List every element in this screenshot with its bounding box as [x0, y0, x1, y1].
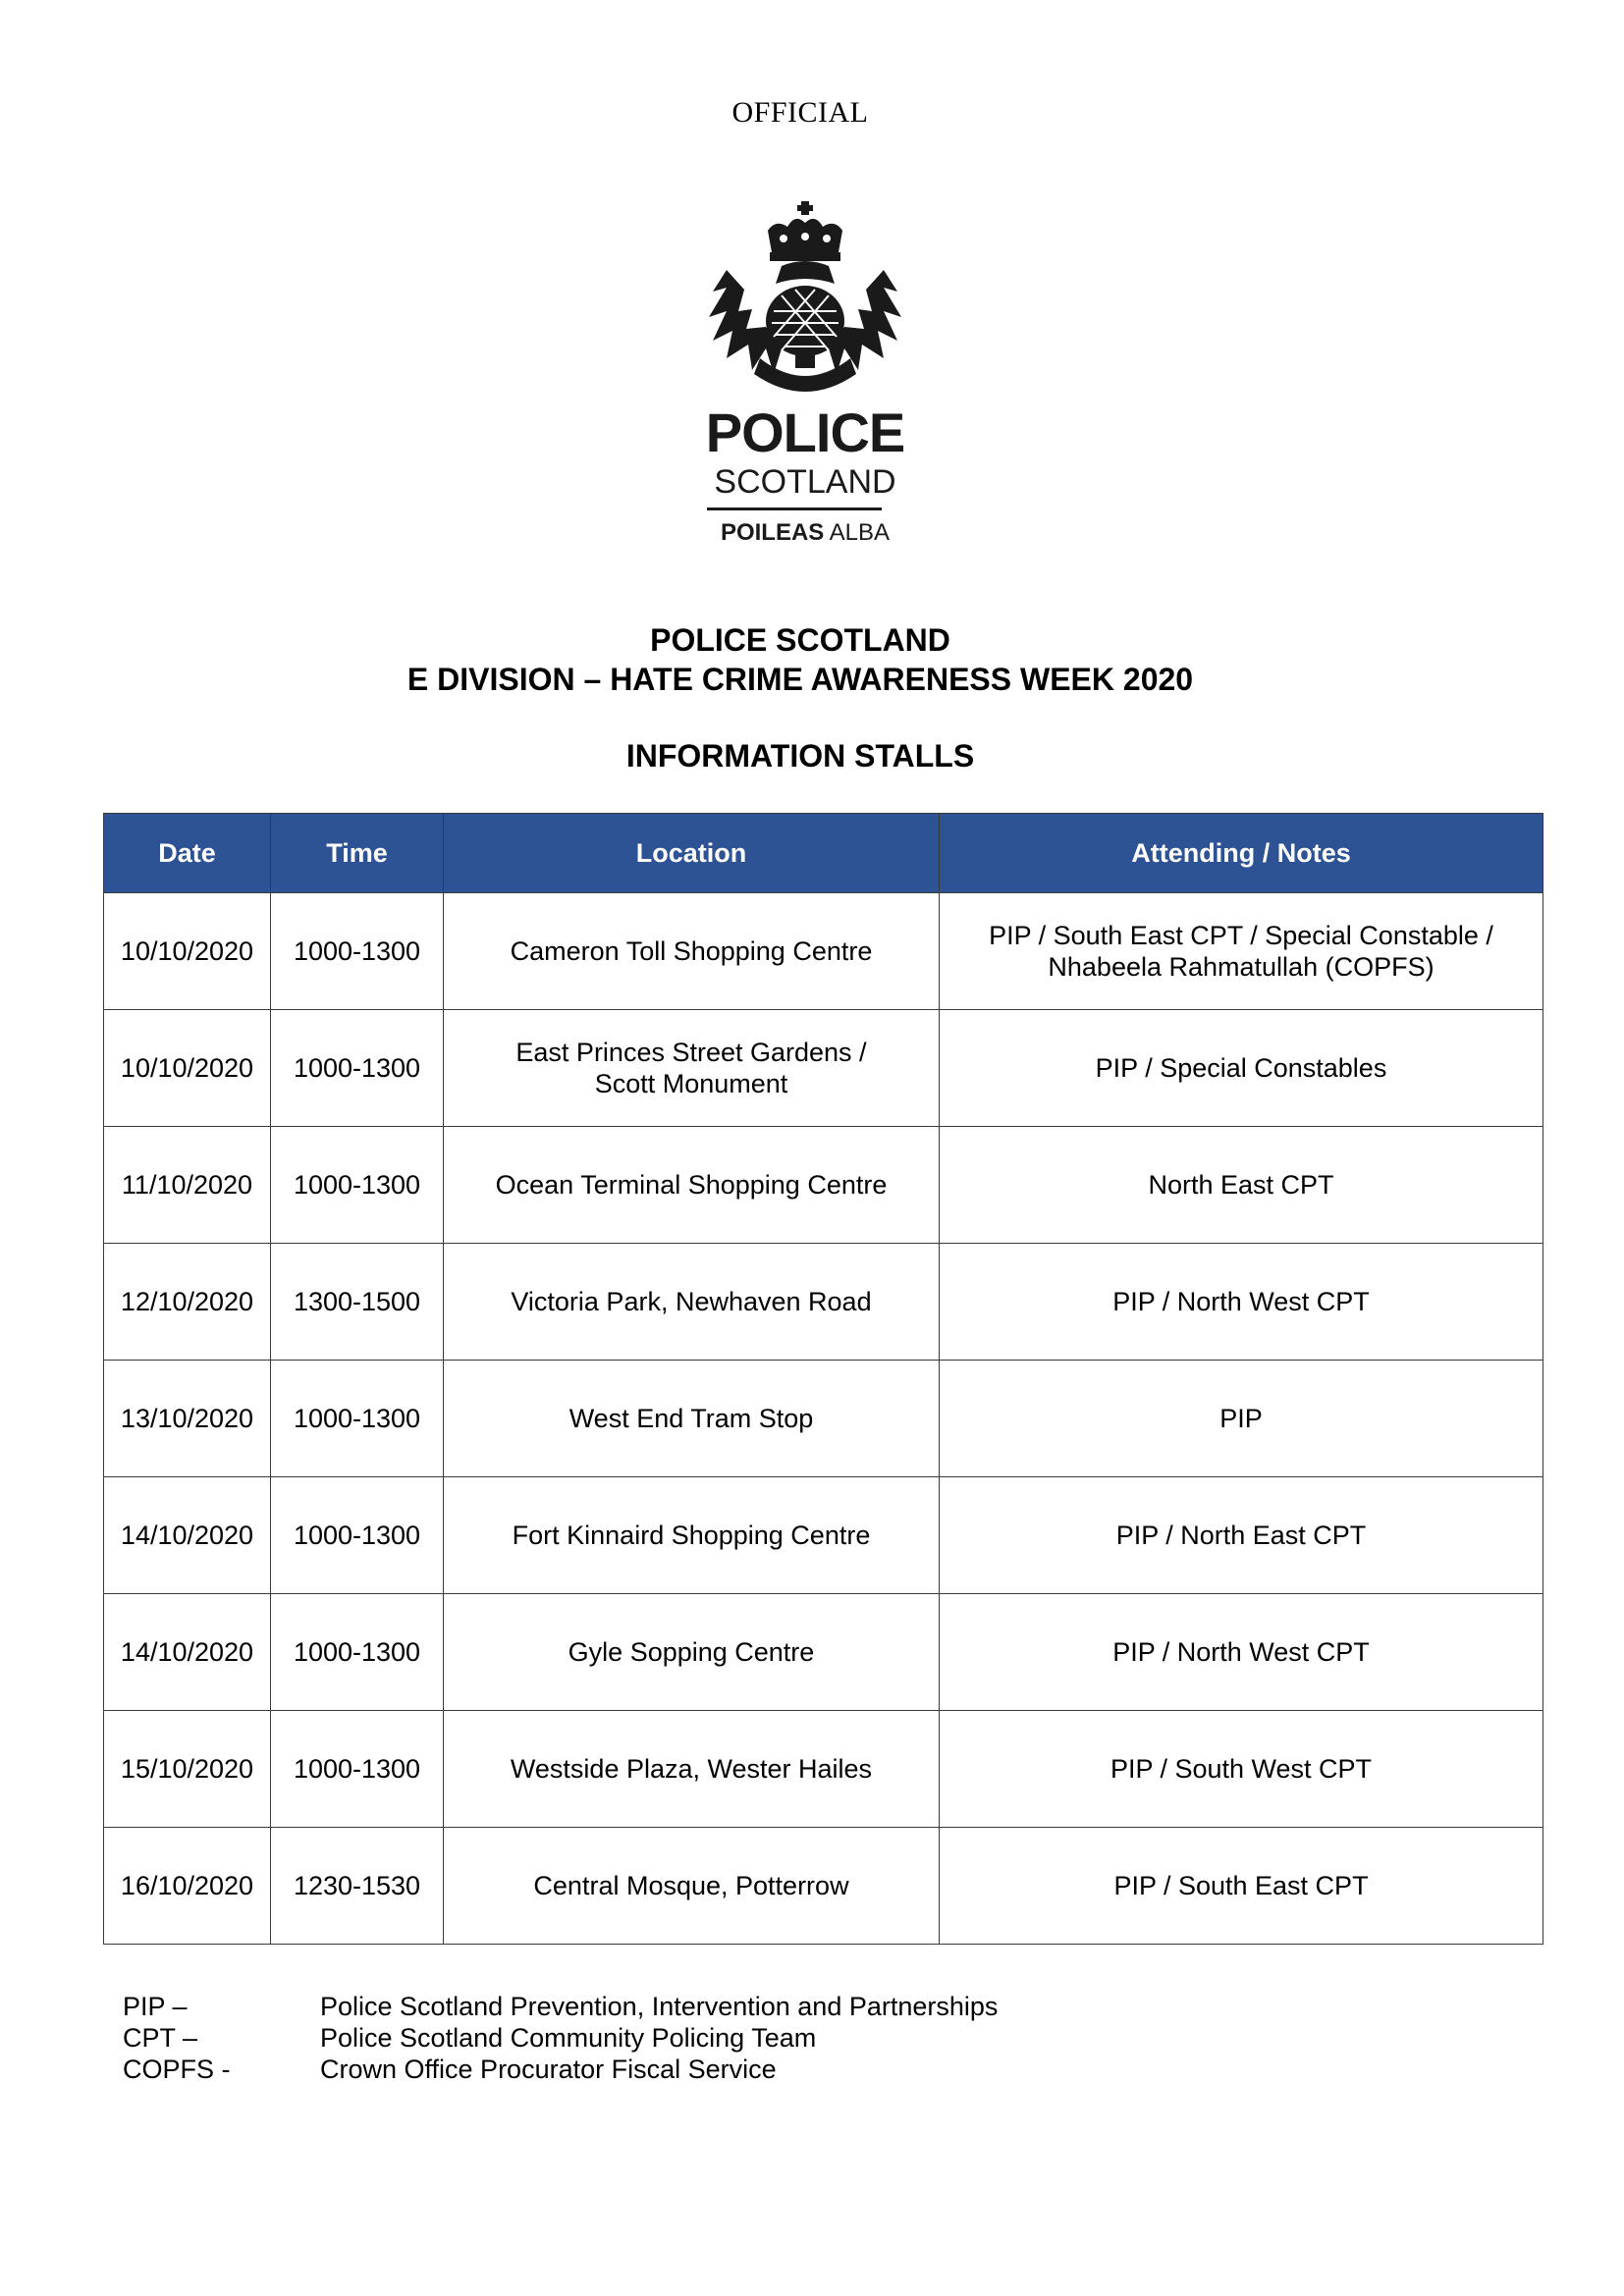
cell-location: East Princes Street Gardens / Scott Monument: [444, 1010, 940, 1127]
table-row: [104, 893, 1543, 1010]
cell-time: 1000-1300: [271, 1711, 444, 1828]
cell-attending: PIP / North West CPT: [940, 1594, 1543, 1711]
cell-location: West End Tram Stop: [444, 1361, 940, 1477]
cell-time: 1000-1300: [271, 1010, 444, 1127]
logo-gaelic-text: POILEAS ALBA: [720, 519, 891, 546]
cell-location: Central Mosque, Potterrow: [444, 1828, 940, 1945]
cell-location: Cameron Toll Shopping Centre: [444, 893, 940, 1010]
cell-date: 15/10/2020: [104, 1711, 271, 1828]
legend-item: [123, 1991, 998, 2022]
cell-attending: PIP: [940, 1361, 1543, 1477]
table-row: [104, 1828, 1543, 1945]
table-header-row: [104, 814, 1543, 893]
logo-divider: [707, 507, 882, 510]
cell-time: 1300-1500: [271, 1244, 444, 1361]
legend-abbreviation: COPFS -: [123, 2055, 231, 2084]
table-row: [104, 1127, 1543, 1244]
legend-item: [123, 2022, 998, 2054]
cell-attending: PIP / North West CPT: [940, 1244, 1543, 1361]
cell-date: 16/10/2020: [104, 1828, 271, 1945]
information-stalls-table: [103, 813, 1543, 1945]
legend-meaning: Police Scotland Prevention, Intervention and Partnerships: [320, 1992, 999, 2021]
table-row: [104, 1010, 1543, 1127]
cell-date: 12/10/2020: [104, 1244, 271, 1361]
table-row: [104, 1711, 1543, 1828]
cell-location: Ocean Terminal Shopping Centre: [444, 1127, 940, 1244]
cell-date: 11/10/2020: [104, 1127, 271, 1244]
title-line-1: POLICE SCOTLAND: [650, 622, 950, 658]
police-scotland-logo: [687, 201, 923, 555]
cell-time: 1000-1300: [271, 893, 444, 1010]
cell-date: 10/10/2020: [104, 893, 271, 1010]
cell-date: 10/10/2020: [104, 1010, 271, 1127]
legend-meaning: Police Scotland Community Policing Team: [320, 2023, 817, 2053]
cell-location: Fort Kinnaird Shopping Centre: [444, 1477, 940, 1594]
cell-location: Westside Plaza, Wester Hailes: [444, 1711, 940, 1828]
classification-marking: OFFICIAL: [731, 96, 869, 129]
cell-location: Gyle Sopping Centre: [444, 1594, 940, 1711]
subtitle: INFORMATION STALLS: [625, 738, 975, 774]
cell-attending: PIP / Special Constables: [940, 1010, 1543, 1127]
abbreviation-legend: [123, 1991, 998, 2085]
title-line-2: E DIVISION – HATE CRIME AWARENESS WEEK 2020: [406, 662, 1194, 697]
crest-emblem: [687, 201, 923, 398]
logo-police-text: POLICE: [705, 401, 905, 463]
table-row: [104, 1594, 1543, 1711]
header-location: Location: [444, 814, 940, 893]
cell-date: 14/10/2020: [104, 1477, 271, 1594]
cell-attending: PIP / South East CPT: [940, 1828, 1543, 1945]
legend-item: [123, 2054, 998, 2085]
document-headings: [0, 620, 1600, 775]
header-time: Time: [271, 814, 444, 893]
cell-attending: PIP / South East CPT / Special Constable / Nhabeela Rahmatullah (COPFS): [940, 893, 1543, 1010]
cell-time: 1000-1300: [271, 1477, 444, 1594]
cell-attending: PIP / North East CPT: [940, 1477, 1543, 1594]
table-row: [104, 1477, 1543, 1594]
cell-time: 1000-1300: [271, 1127, 444, 1244]
logo-scotland-text: SCOTLAND: [714, 463, 896, 501]
cell-time: 1230-1530: [271, 1828, 444, 1945]
header-date: Date: [104, 814, 271, 893]
legend-abbreviation: CPT –: [123, 2023, 198, 2053]
cell-date: 13/10/2020: [104, 1361, 271, 1477]
cell-time: 1000-1300: [271, 1361, 444, 1477]
cell-date: 14/10/2020: [104, 1594, 271, 1711]
header-attending: Attending / Notes: [940, 814, 1543, 893]
legend-abbreviation: PIP –: [123, 1992, 188, 2021]
cell-time: 1000-1300: [271, 1594, 444, 1711]
table-row: [104, 1244, 1543, 1361]
cell-attending: North East CPT: [940, 1127, 1543, 1244]
cell-attending: PIP / South West CPT: [940, 1711, 1543, 1828]
legend-meaning: Crown Office Procurator Fiscal Service: [320, 2055, 777, 2084]
cell-location: Victoria Park, Newhaven Road: [444, 1244, 940, 1361]
table-row: [104, 1361, 1543, 1477]
